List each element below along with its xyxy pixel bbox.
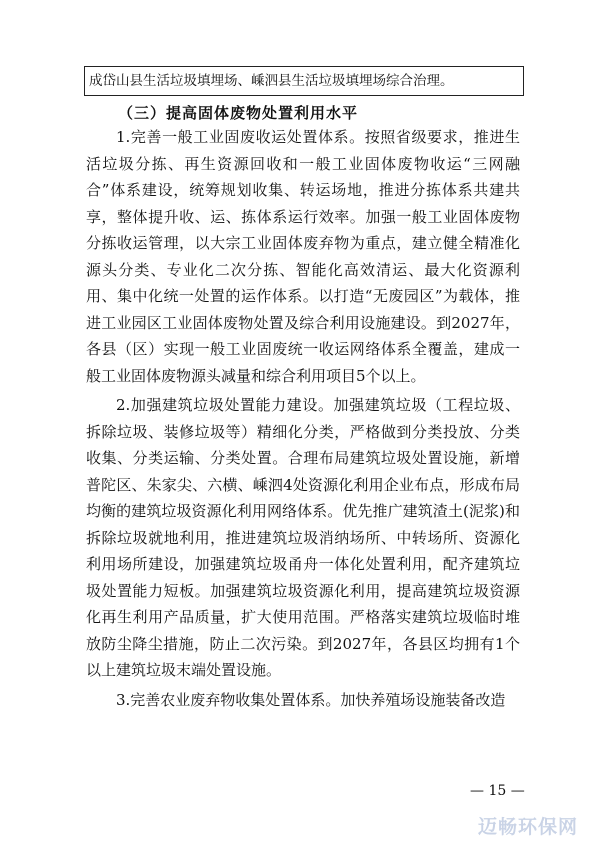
paragraph-3: 3.完善农业废弃物收集处置体系。加快养殖场设施装备改造 xyxy=(116,690,506,709)
section-heading: （三）提高固体废物处置利用水平 xyxy=(118,104,359,122)
paragraph-2: 2.加强建筑垃圾处置能力建设。加强建筑垃圾（工程垃圾、拆除垃圾、装修垃圾等）精细化分类，严格做到分类投放、分类收集、分类运输、分类处置。合理布局建筑垃圾处置设施，新增普陀区、朱家尖、六横、嵊泗4处资源化利用企业布点，形成布局均衡的建筑垃圾资源化利用网络体系。优先推广建筑渣土(泥浆)和拆除垃圾就地利用，推进建筑垃圾消纳场所、中转场所、资源化利用场所建设，加强建筑垃圾甬舟一体化处置利用，配齐建筑垃圾处置能力短板。加强建筑垃圾资源化利用，提高建筑垃圾资源化再生利用产品质量，扩大使用范围。严格落实建筑垃圾临时堆放防尘降尘措施，防止二次污染。到2027年，各县区均拥有1个以上建筑垃圾末端处置设施。 xyxy=(86,396,520,679)
body-text xyxy=(86,124,520,716)
boxed-text: 成岱山县生活垃圾填埋场、嵊泗县生活垃圾填埋场综合治理。 xyxy=(84,66,524,96)
watermark: 迈畅环保网 xyxy=(478,816,579,838)
paragraph-1: 1.完善一般工业固废收运处置体系。按照省级要求，推进生活垃圾分拣、再生资源回收和一般工业固体废物收运“三网融合”体系建设，统筹规划收集、转运场地，推进分拣体系共建共享，整体提升收、运、拣体系运行效率。加强一般工业固体废物分拣收运管理，以大宗工业固体废弃物为重点，建立健全精准化源头分类、专业化二次分拣、智能化高效清运、最大化资源利用、集中化统一处置的运作体系。以打造“无废园区”为载体，推进工业园区工业固体废物处置及综合利用设施建设。到2027年，各县（区）实现一般工业固废统一收运网络体系全覆盖，建成一般工业固体废物源头减量和综合利用项目5个以上。 xyxy=(86,128,520,385)
page-number: — 15 — xyxy=(470,783,525,799)
